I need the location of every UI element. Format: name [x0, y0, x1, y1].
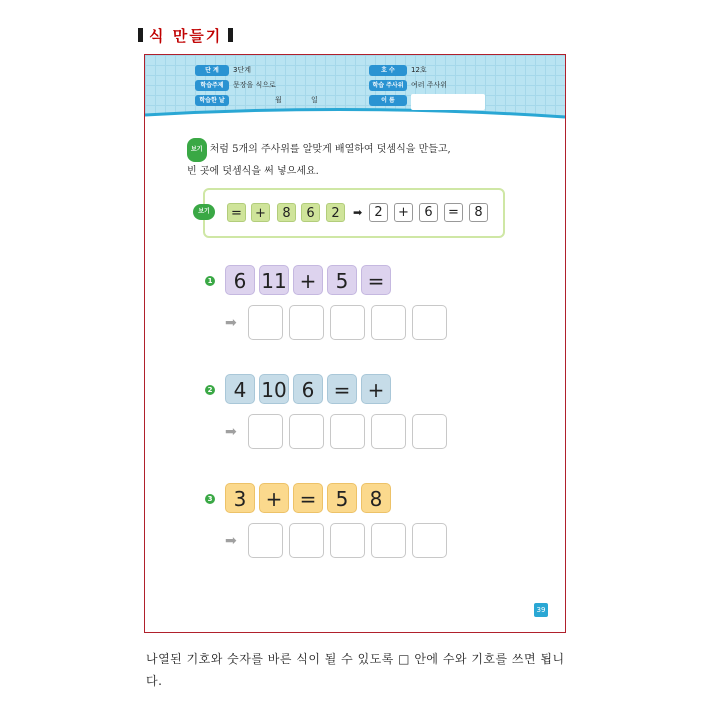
instruction-badge: 보기	[187, 138, 207, 162]
instruction-line2: 빈 곳에 덧셈식을 써 넣으세요.	[187, 166, 319, 177]
problem-3-tile: =	[293, 483, 323, 513]
unit-value: 여러 주사위	[411, 81, 448, 89]
example-badge: 보기	[193, 204, 215, 220]
heading-bar-right	[228, 28, 233, 42]
worksheet-page	[144, 54, 566, 633]
problem-3-arrow-icon: ➡	[225, 533, 237, 549]
problem-1-tile: +	[293, 265, 323, 295]
problem-3-number: 3	[205, 494, 215, 504]
problem-3-tile: +	[259, 483, 289, 513]
problem-3-answer-box[interactable]	[412, 523, 447, 558]
section-heading	[138, 24, 233, 46]
problem-1-answer-box[interactable]	[330, 305, 365, 340]
instruction-line1: 처럼 5개의 주사위를 알맞게 배열하여 덧셈식을 만들고,	[209, 144, 451, 155]
instruction	[187, 138, 547, 182]
date-label: 학습한 날	[195, 95, 229, 106]
topic-label: 학습주제	[195, 80, 229, 91]
example-answer-box: +	[394, 203, 413, 222]
example-tile: 8	[277, 203, 296, 222]
problem-2-answer-box[interactable]	[248, 414, 283, 449]
problem-1-answer-box[interactable]	[412, 305, 447, 340]
stage-label: 단 계	[195, 65, 229, 76]
example-answer-box: 2	[369, 203, 388, 222]
name-label: 이 름	[369, 95, 407, 106]
problem-1-tile: 6	[225, 265, 255, 295]
section-title: 식 만들기	[149, 26, 223, 45]
problem-2-answer-box[interactable]	[371, 414, 406, 449]
example-arrow-icon: ➡	[353, 206, 363, 219]
problem-1-answer-box[interactable]	[371, 305, 406, 340]
example-tile: 2	[326, 203, 345, 222]
name-field[interactable]	[411, 94, 485, 110]
problem-2-tile: +	[361, 374, 391, 404]
problem-2-tile: 4	[225, 374, 255, 404]
example-box	[198, 188, 505, 238]
example-tile: +	[251, 203, 270, 222]
topic-value: 문장을 식으로	[233, 81, 276, 89]
example-answer-box: 6	[419, 203, 438, 222]
issue-value: 12호	[411, 66, 427, 74]
problem-2-arrow-icon: ➡	[225, 424, 237, 440]
problem-2-tile: 6	[293, 374, 323, 404]
problem-2-answer-box[interactable]	[289, 414, 324, 449]
example-answer-box: 8	[469, 203, 488, 222]
unit-label: 학습 주사위	[369, 80, 407, 91]
issue-label: 호 수	[369, 65, 407, 76]
caption-text: 나열된 기호와 숫자를 바른 식이 될 수 있도록 □ 안에 수와 기호를 쓰면 됩니다.	[146, 652, 565, 688]
problem-1-arrow-icon: ➡	[225, 315, 237, 331]
header-wave	[145, 107, 565, 137]
problem-1-tile: 11	[259, 265, 289, 295]
problem-1-number: 1	[205, 276, 215, 286]
problem-1-answer-box[interactable]	[248, 305, 283, 340]
day-label: 일	[311, 96, 318, 104]
problem-1-tile: =	[361, 265, 391, 295]
problem-3-tile: 3	[225, 483, 255, 513]
problem-3-tile: 5	[327, 483, 357, 513]
problem-1-answer-box[interactable]	[289, 305, 324, 340]
month-label: 월	[275, 96, 282, 104]
example-tile: 6	[301, 203, 320, 222]
problem-3-answer-box[interactable]	[371, 523, 406, 558]
problem-2-answer-box[interactable]	[412, 414, 447, 449]
problem-2-tile: =	[327, 374, 357, 404]
problem-3-answer-box[interactable]	[330, 523, 365, 558]
problem-2-answer-box[interactable]	[330, 414, 365, 449]
problem-3-tile: 8	[361, 483, 391, 513]
problem-1-tile: 5	[327, 265, 357, 295]
page-number: 39	[534, 603, 548, 617]
problem-3-answer-box[interactable]	[289, 523, 324, 558]
example-answer-box: =	[444, 203, 463, 222]
problem-2-tile: 10	[259, 374, 289, 404]
heading-bar-left	[138, 28, 143, 42]
example-tile: =	[227, 203, 246, 222]
problem-3-answer-box[interactable]	[248, 523, 283, 558]
problem-2-number: 2	[205, 385, 215, 395]
stage-value: 3단계	[233, 66, 251, 74]
